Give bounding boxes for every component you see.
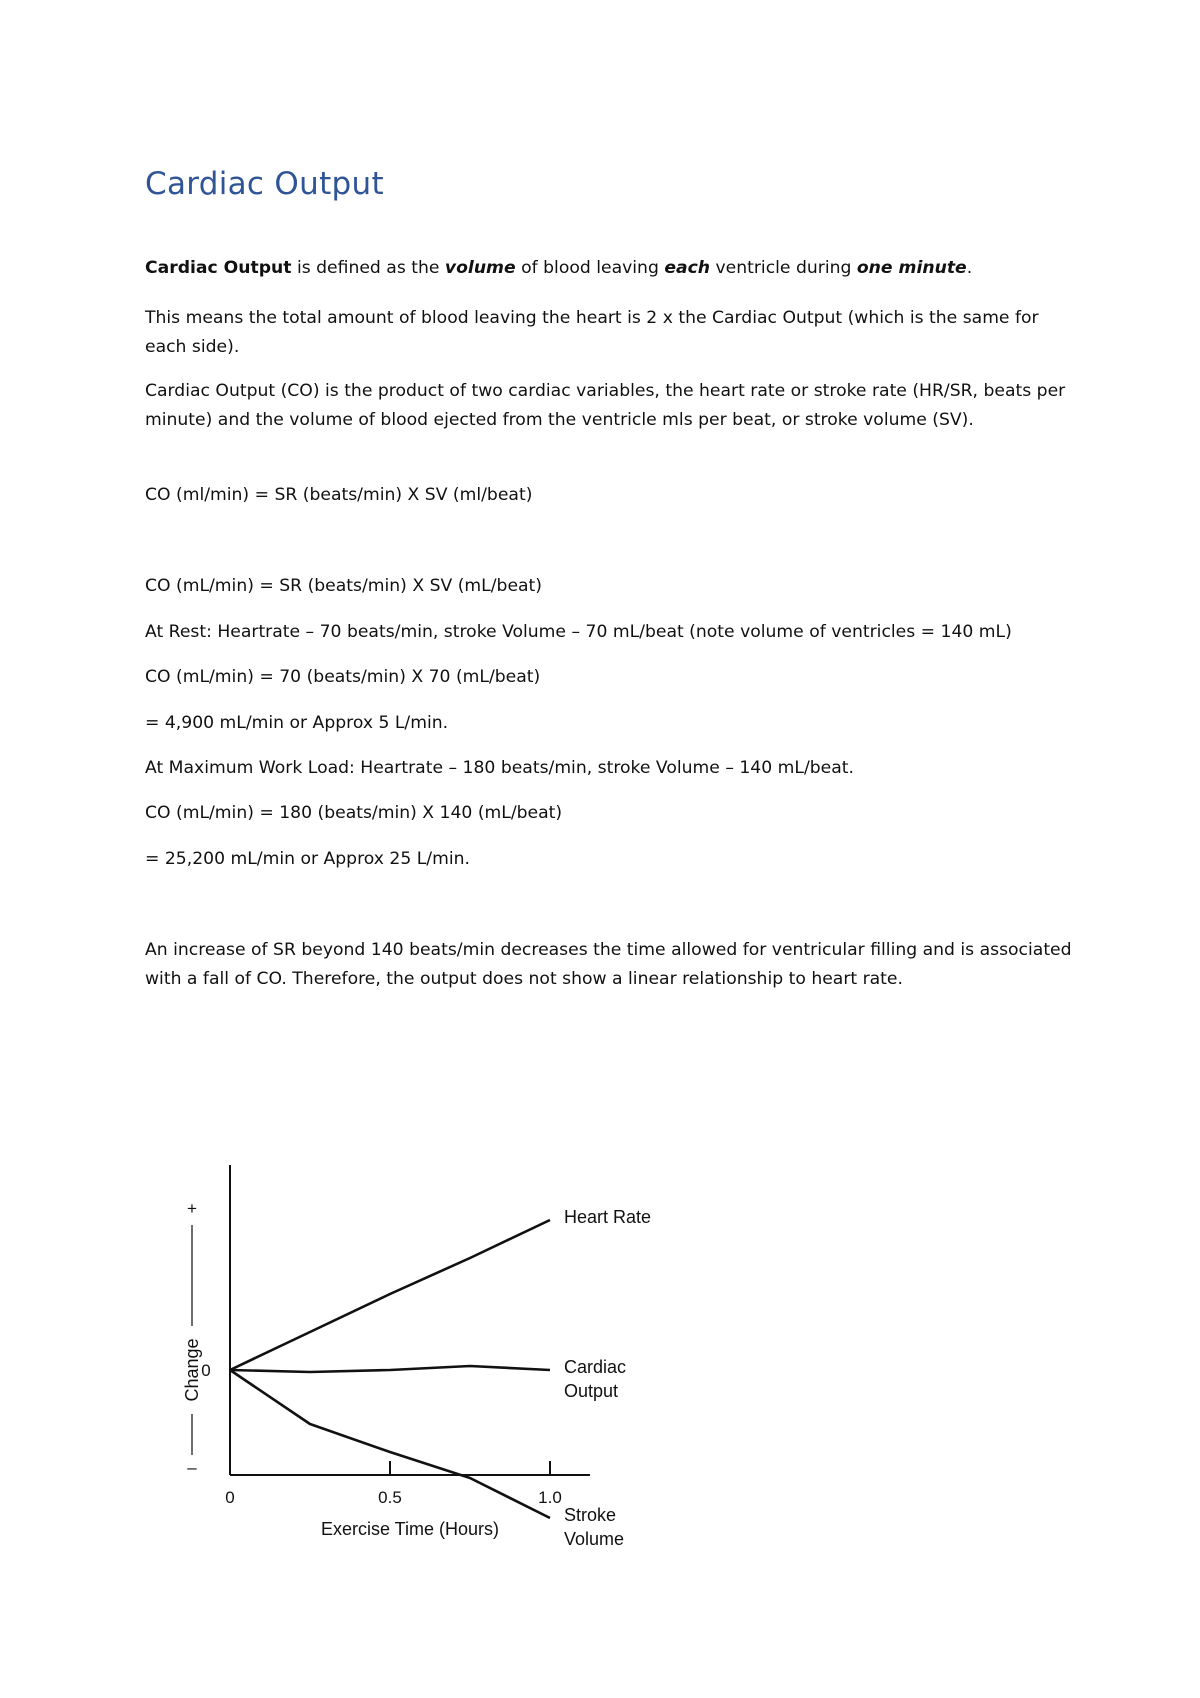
rest-formula: CO (mL/min) = 70 (beats/min) X 70 (mL/beat) xyxy=(145,667,541,687)
definition-each: each xyxy=(664,258,711,278)
exercise-chart xyxy=(140,1150,700,1550)
series-label-stroke-volume: Stroke xyxy=(564,1505,617,1525)
rest-result: = 4,900 mL/min or Approx 5 L/min. xyxy=(145,713,449,733)
series-label-stroke-volume: Volume xyxy=(564,1529,625,1549)
definition-volume: volume xyxy=(444,258,516,278)
x-tick-label: 1.0 xyxy=(538,1488,562,1507)
y-axis-label: Change xyxy=(182,1338,202,1402)
definition-text-4: . xyxy=(966,258,973,278)
rest-paragraph: At Rest: Heartrate – 70 beats/min, stroke Volume – 70 mL/beat (note volume of ventricles = 140 mL) xyxy=(145,622,1012,642)
series-line-cardiac-output xyxy=(230,1366,550,1372)
series-label-cardiac-output: Cardiac xyxy=(564,1357,627,1377)
page-title: Cardiac Output xyxy=(145,166,384,202)
definition-text-1: is defined as the xyxy=(291,258,445,278)
x-axis-label: Exercise Time (Hours) xyxy=(320,1519,500,1539)
definition-term: Cardiac Output xyxy=(145,258,292,278)
series-label-cardiac-output: Output xyxy=(564,1381,619,1401)
y-tick-minus: – xyxy=(187,1458,197,1477)
definition-one-minute: one minute xyxy=(856,258,967,278)
x-tick-label: 0 xyxy=(225,1488,235,1507)
product-paragraph: Cardiac Output (CO) is the product of two cardiac variables, the heart rate or stroke rate (HR/SR, beats per minute) and the volume of blood ejected from the ventricle mls per beat, or stroke volume (SV). xyxy=(145,381,1066,430)
max-paragraph: At Maximum Work Load: Heartrate – 180 beats/min, stroke Volume – 140 mL/beat. xyxy=(145,758,854,778)
max-formula: CO (mL/min) = 180 (beats/min) X 140 (mL/beat) xyxy=(145,803,563,823)
series-line-heart-rate xyxy=(230,1220,550,1370)
definition-text-3: ventricle during xyxy=(710,258,857,278)
y-axis-label-group xyxy=(182,1225,202,1455)
total-blood-paragraph: This means the total amount of blood leaving the heart is 2 x the Cardiac Output (which is the same for each side). xyxy=(145,308,1039,357)
formula-ml: CO (ml/min) = SR (beats/min) X SV (ml/beat) xyxy=(145,485,533,505)
y-tick-plus: + xyxy=(187,1199,197,1218)
y-tick-zero: 0 xyxy=(201,1361,211,1380)
definition-text-2: of blood leaving xyxy=(515,258,665,278)
formula-mL: CO (mL/min) = SR (beats/min) X SV (mL/beat) xyxy=(145,576,542,596)
definition-paragraph xyxy=(145,254,1075,283)
max-result: = 25,200 mL/min or Approx 25 L/min. xyxy=(145,849,470,869)
increase-paragraph: An increase of SR beyond 140 beats/min decreases the time allowed for ventricular filling and is associated with a fall of CO. Therefore, the output does not show a linear relationship to heart rate. xyxy=(145,940,1072,989)
series-label-heart-rate: Heart Rate xyxy=(564,1207,652,1227)
x-tick-label: 0.5 xyxy=(378,1488,402,1507)
